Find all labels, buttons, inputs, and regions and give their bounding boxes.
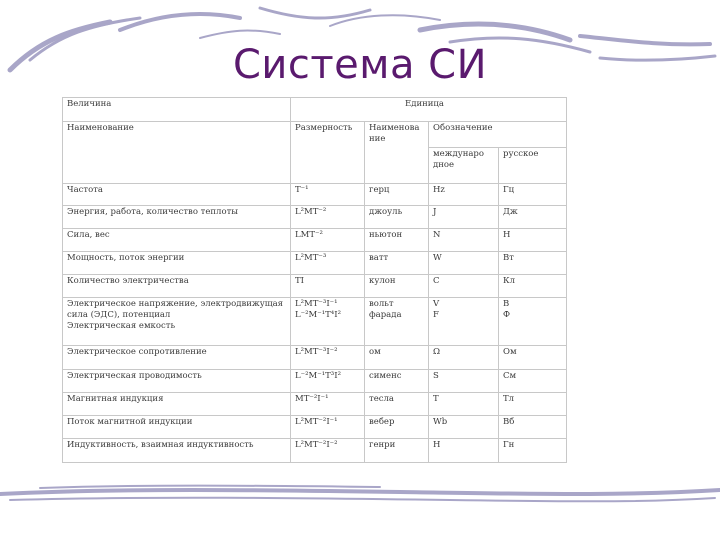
cell-name: Электрическая проводимость [63,370,291,393]
cell-intl: Wb [429,416,499,439]
cell-rus: Вб [499,416,567,439]
cell-dimension: L²MT⁻³I⁻² [291,346,365,370]
cell-intl: S [429,370,499,393]
header-name: Наименование [63,122,291,184]
cell-name: Сила, вес [63,229,291,252]
cell-dimension: TI [291,275,365,298]
cell-unit: кулон [365,275,429,298]
cell-rus: Гц [499,184,567,206]
cell-dimension: L²MT⁻³ [291,252,365,275]
cell-name: Поток магнитной индукции [63,416,291,439]
cell-rus: Ом [499,346,567,370]
cell-rus: Вт [499,252,567,275]
cell-intl: C [429,275,499,298]
table-header-row [63,122,567,148]
cell-intl-line: F [433,310,439,320]
bottom-brush-decoration [0,478,720,508]
cell-intl [429,298,499,346]
table-row [63,393,567,416]
cell-unit: герц [365,184,429,206]
cell-dimension: L²MT⁻²I⁻² [291,439,365,463]
cell-rus: Тл [499,393,567,416]
cell-dimension: MT⁻²I⁻¹ [291,393,365,416]
cell-name: Количество электричества [63,275,291,298]
cell-name: Частота [63,184,291,206]
cell-name-line: Электрическая емкость [67,321,176,331]
si-units-table [62,97,567,463]
cell-dimension: L⁻²M⁻¹T³I² [291,370,365,393]
cell-name: Электрическое сопротивление [63,346,291,370]
cell-rus: См [499,370,567,393]
cell-unit-line: вольт [369,299,394,309]
table-row [63,206,567,229]
cell-rus: Кл [499,275,567,298]
table-row [63,346,567,370]
cell-dimension: T⁻¹ [291,184,365,206]
cell-name: Мощность, поток энергии [63,252,291,275]
cell-unit: ом [365,346,429,370]
cell-name-line: Электрическое напряжение, электродвижущая сила (ЭДС), потенциал [67,299,284,320]
cell-name: Индуктивность, взаимная индуктивность [63,439,291,463]
cell-dimension-line: L⁻²M⁻¹T⁴I² [295,310,341,320]
cell-intl: T [429,393,499,416]
cell-unit: тесла [365,393,429,416]
cell-unit-line: фарада [369,310,402,320]
header-unit: Единица [291,98,567,122]
cell-intl: Ω [429,346,499,370]
table-row [63,252,567,275]
cell-intl: N [429,229,499,252]
cell-name: Энергия, работа, количество теплоты [63,206,291,229]
cell-unit: вебер [365,416,429,439]
cell-intl: H [429,439,499,463]
header-quantity: Величина [63,98,291,122]
cell-unit: сименс [365,370,429,393]
cell-intl-line: V [433,299,440,309]
cell-rus [499,298,567,346]
cell-intl: Hz [429,184,499,206]
table-row [63,416,567,439]
cell-rus-line: Ф [503,310,511,320]
table-header-row [63,98,567,122]
cell-rus-line: В [503,299,510,309]
cell-unit [365,298,429,346]
cell-unit: ньютон [365,229,429,252]
header-dimension: Размерность [291,122,365,184]
table-row [63,370,567,393]
header-russian: русское [499,148,567,184]
cell-dimension-line: L²MT⁻³I⁻¹ [295,299,338,309]
table-row [63,184,567,206]
table-row [63,275,567,298]
cell-intl: J [429,206,499,229]
cell-name: Магнитная индукция [63,393,291,416]
table-row [63,229,567,252]
cell-unit: джоуль [365,206,429,229]
cell-rus: Гн [499,439,567,463]
table-row [63,439,567,463]
cell-dimension: L²MT⁻²I⁻¹ [291,416,365,439]
header-international: междунаро дное [429,148,499,184]
cell-dimension: L²MT⁻² [291,206,365,229]
cell-unit: ватт [365,252,429,275]
cell-dimension [291,298,365,346]
cell-rus: Н [499,229,567,252]
cell-name [63,298,291,346]
cell-rus: Дж [499,206,567,229]
cell-unit: генри [365,439,429,463]
header-unit-name: Наименова ние [365,122,429,184]
cell-dimension: LMT⁻² [291,229,365,252]
slide-title: Система СИ [232,42,488,88]
table-row [63,298,567,346]
cell-intl: W [429,252,499,275]
header-designation: Обозначение [429,122,567,148]
